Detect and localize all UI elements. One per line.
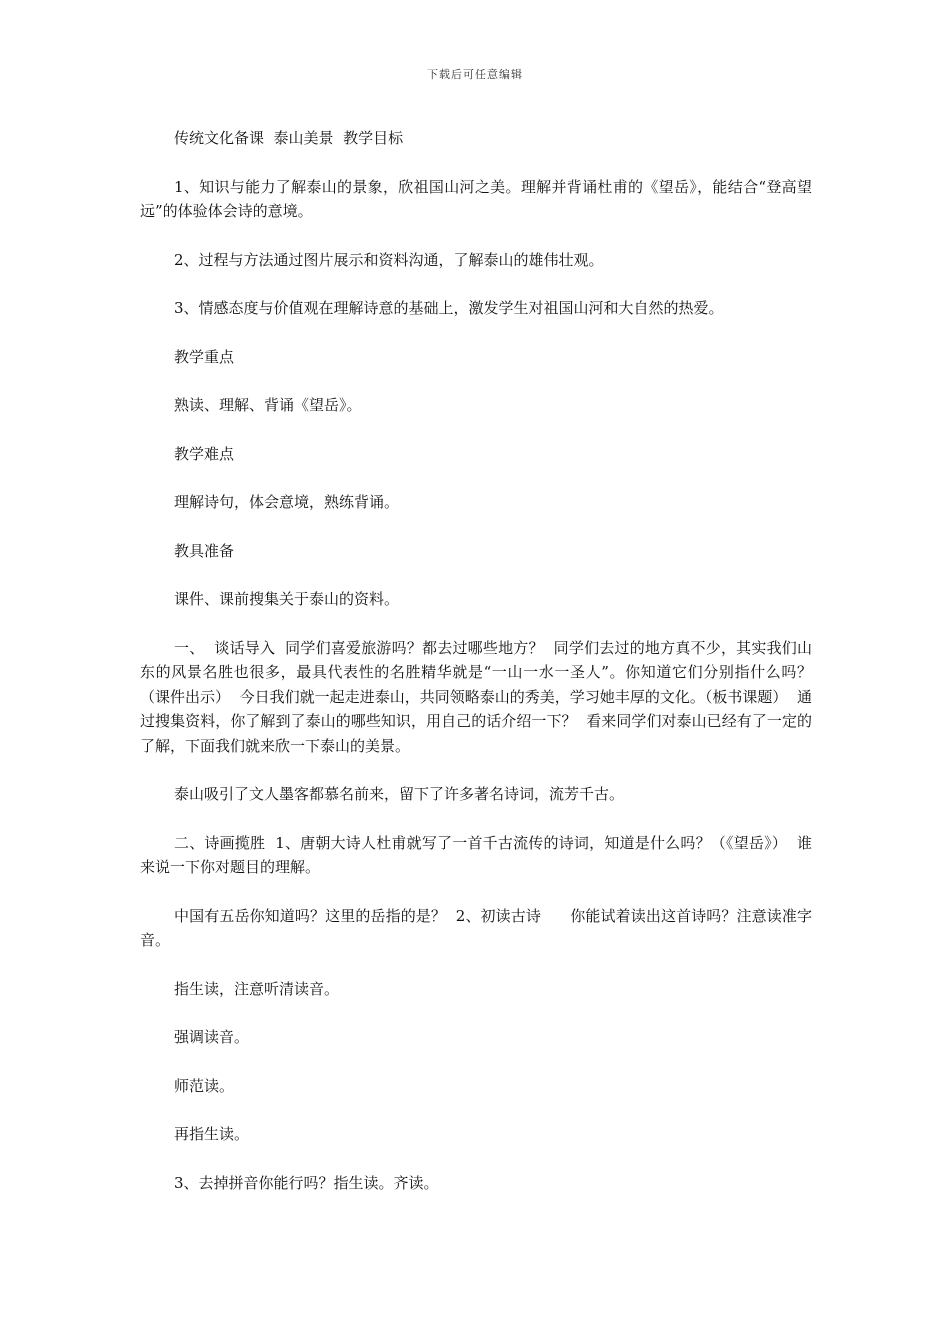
- difficulties-text: 理解诗句，体会意境，熟练背诵。: [174, 493, 400, 511]
- paragraph-reread: 再指生读。: [174, 1125, 250, 1143]
- document-body: [140, 126, 812, 1219]
- objective-knowledge: 1、知识与能力了解泰山的景象，欣祖国山河之美。理解并背诵杜甫的《望岳》，能结合“登高望远”的体验体会诗的意境。: [140, 177, 812, 220]
- paragraph-teacher-reading: 师范读。: [174, 1076, 235, 1095]
- key-points-text: 熟读、理解、背诵《望岳》。: [174, 396, 362, 414]
- objective-emotion: 3、情感态度与价值观在理解诗意的基础上，激发学生对祖国山河和大自然的热爱。: [174, 299, 724, 317]
- paragraph-remove-pinyin: 3、去掉拼音你能行吗？指生读。齐读。: [174, 1173, 439, 1192]
- document-title: 传统文化备课 泰山美景 教学目标: [174, 129, 404, 147]
- paragraph-poets: 泰山吸引了文人墨客都慕名前来，留下了许多著名诗词，流芳千古。: [174, 785, 625, 803]
- section-heading-difficulties: 教学难点: [174, 444, 235, 463]
- paragraph-five-mountains: 中国有五岳你知道吗？这里的岳指的是？ 2、初读古诗 你能试着读出这首诗吗？注意读准字音。: [140, 906, 812, 949]
- materials-text: 课件、课前搜集关于泰山的资料。: [174, 590, 400, 608]
- paragraph-emphasize-pronunciation: 强调读音。: [174, 1028, 250, 1046]
- paragraph-student-reading: 指生读，注意听清读音。: [174, 979, 340, 998]
- objective-process: 2、过程与方法通过图片展示和资料沟通，了解泰山的雄伟壮观。: [174, 250, 604, 269]
- section-heading-materials: 教具准备: [174, 541, 235, 560]
- page-header-note: 下载后可任意编辑: [427, 68, 523, 81]
- step-one-introduction: 一、 谈话导入 同学们喜爱旅游吗？都去过哪些地方？ 同学们去过的地方真不少，其实我们山东的风景名胜也很多，最具代表性的名胜精华就是“一山一水一圣人”。你知道它们分别指什么吗？（课件出示） 今日我们就一起走进泰山，共同领略泰山的秀美，学习她丰厚的文化。（板书课题） 通过搜集资料，你了解到了泰山的哪些知识，用自己的话介绍一下？ 看来同学们对泰山已经有了一定的了解，下面我们就来欣一下泰山的美景。: [140, 638, 812, 755]
- section-heading-key-points: 教学重点: [174, 347, 235, 366]
- step-two-poem: 二、诗画揽胜 1、唐朝大诗人杜甫就写了一首千古流传的诗词，知道是什么吗？（《望岳》） 谁来说一下你对题目的理解。: [140, 833, 812, 876]
